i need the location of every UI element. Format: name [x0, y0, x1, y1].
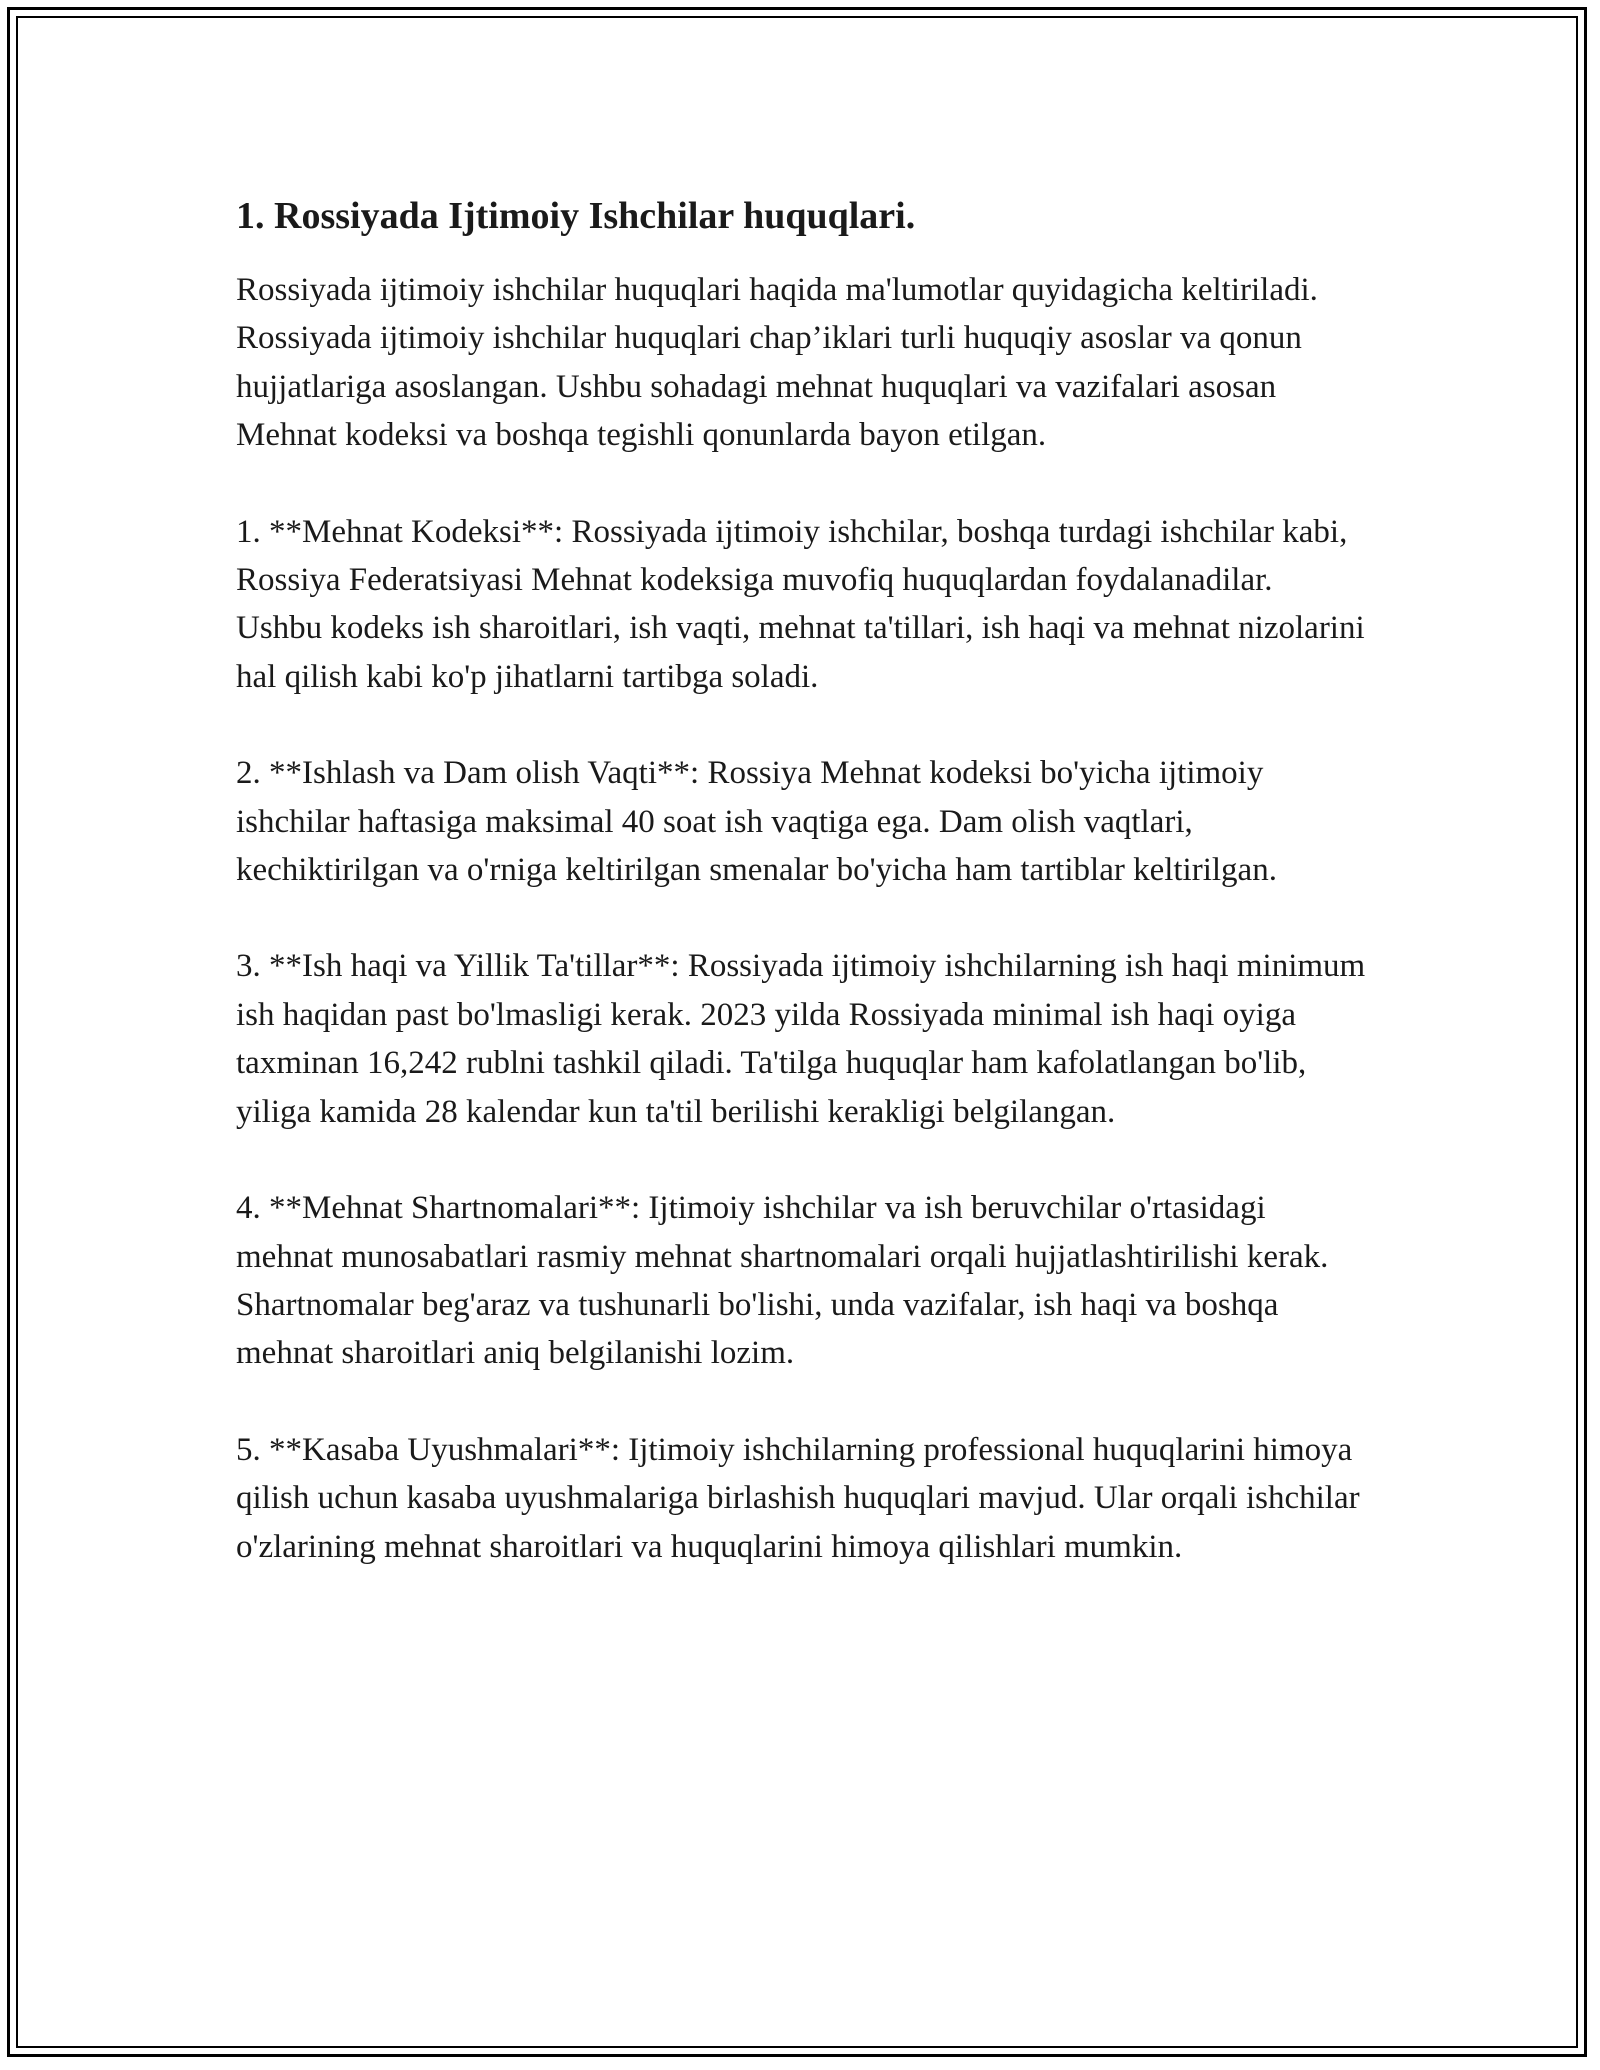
paragraph-kasaba-uyushmalari: 5. **Kasaba Uyushmalari**: Ijtimoiy ishchilarning professional huquqlarini himoya qilish uchun kasaba uyushmalariga birlashish huquqlari mavjud. Ular orqali ishchilar o'zlarining mehnat sharoitlari va huquqlarini himoya qilishlari mumkin.: [236, 1431, 1360, 1565]
paragraph-ish-haqi-tatillar: 3. **Ish haqi va Yillik Ta'tillar**: Rossiyada ijtimoiy ishchilarning ish haqi minimum ish haqidan past bo'lmasligi kerak. 2023 yilda Rossiyada minimal ish haqi oyiga taxminan 16,242 rublni tashkil qiladi. Ta'tilga huquqlar ham kafolatlangan bo'lib, yiliga kamida 28 kalendar kun ta'til berilishi kerakligi belgilangan.: [236, 948, 1366, 1130]
paragraph-mehnat-kodeksi: 1. **Mehnat Kodeksi**: Rossiyada ijtimoiy ishchilar, boshqa turdagi ishchilar kabi, Rossiya Federatsiyasi Mehnat kodeksiga muvofiq huquqlardan foydalanadilar. Ushbu kodeks ish sharoitlari, ish vaqti, mehnat ta'tillari, ish haqi va mehnat nizolarini hal qilish kabi ko'p jihatlarni tartibga soladi.: [236, 513, 1365, 695]
document-body: [236, 188, 1366, 1619]
paragraph-mehnat-shartnomalari: 4. **Mehnat Shartnomalari**: Ijtimoiy ishchilar va ish beruvchilar o'rtasidagi mehnat munosabatlari rasmiy mehnat shartnomalari orqali hujjatlashtirilishi kerak. Shartnomalar beg'araz va tushunarli bo'lishi, unda vazifalar, ish haqi va boshqa mehnat sharoitlari aniq belgilanishi lozim.: [236, 1190, 1329, 1372]
intro-paragraph: Rossiyada ijtimoiy ishchilar huquqlari haqida ma'lumotlar quyidagicha keltiriladi. Rossiyada ijtimoiy ishchilar huquqlari chap’iklari turli huquqiy asoslar va qonun hujjatlariga asoslangan. Ushbu sohadagi mehnat huquqlari va vazifalari asosan Mehnat kodeksi va boshqa tegishli qonunlarda bayon etilgan.: [236, 272, 1318, 454]
paragraph-ishlash-dam-olish: 2. **Ishlash va Dam olish Vaqti**: Rossiya Mehnat kodeksi bo'yicha ijtimoiy ishchilar haftasiga maksimal 40 soat ish vaqtiga ega. Dam olish vaqtlari, kechiktirilgan va o'rniga keltirilgan smenalar bo'yicha ham tartiblar keltirilgan.: [236, 755, 1277, 889]
document-title: 1. Rossiyada Ijtimoiy Ishchilar huquqlari.: [236, 195, 916, 237]
